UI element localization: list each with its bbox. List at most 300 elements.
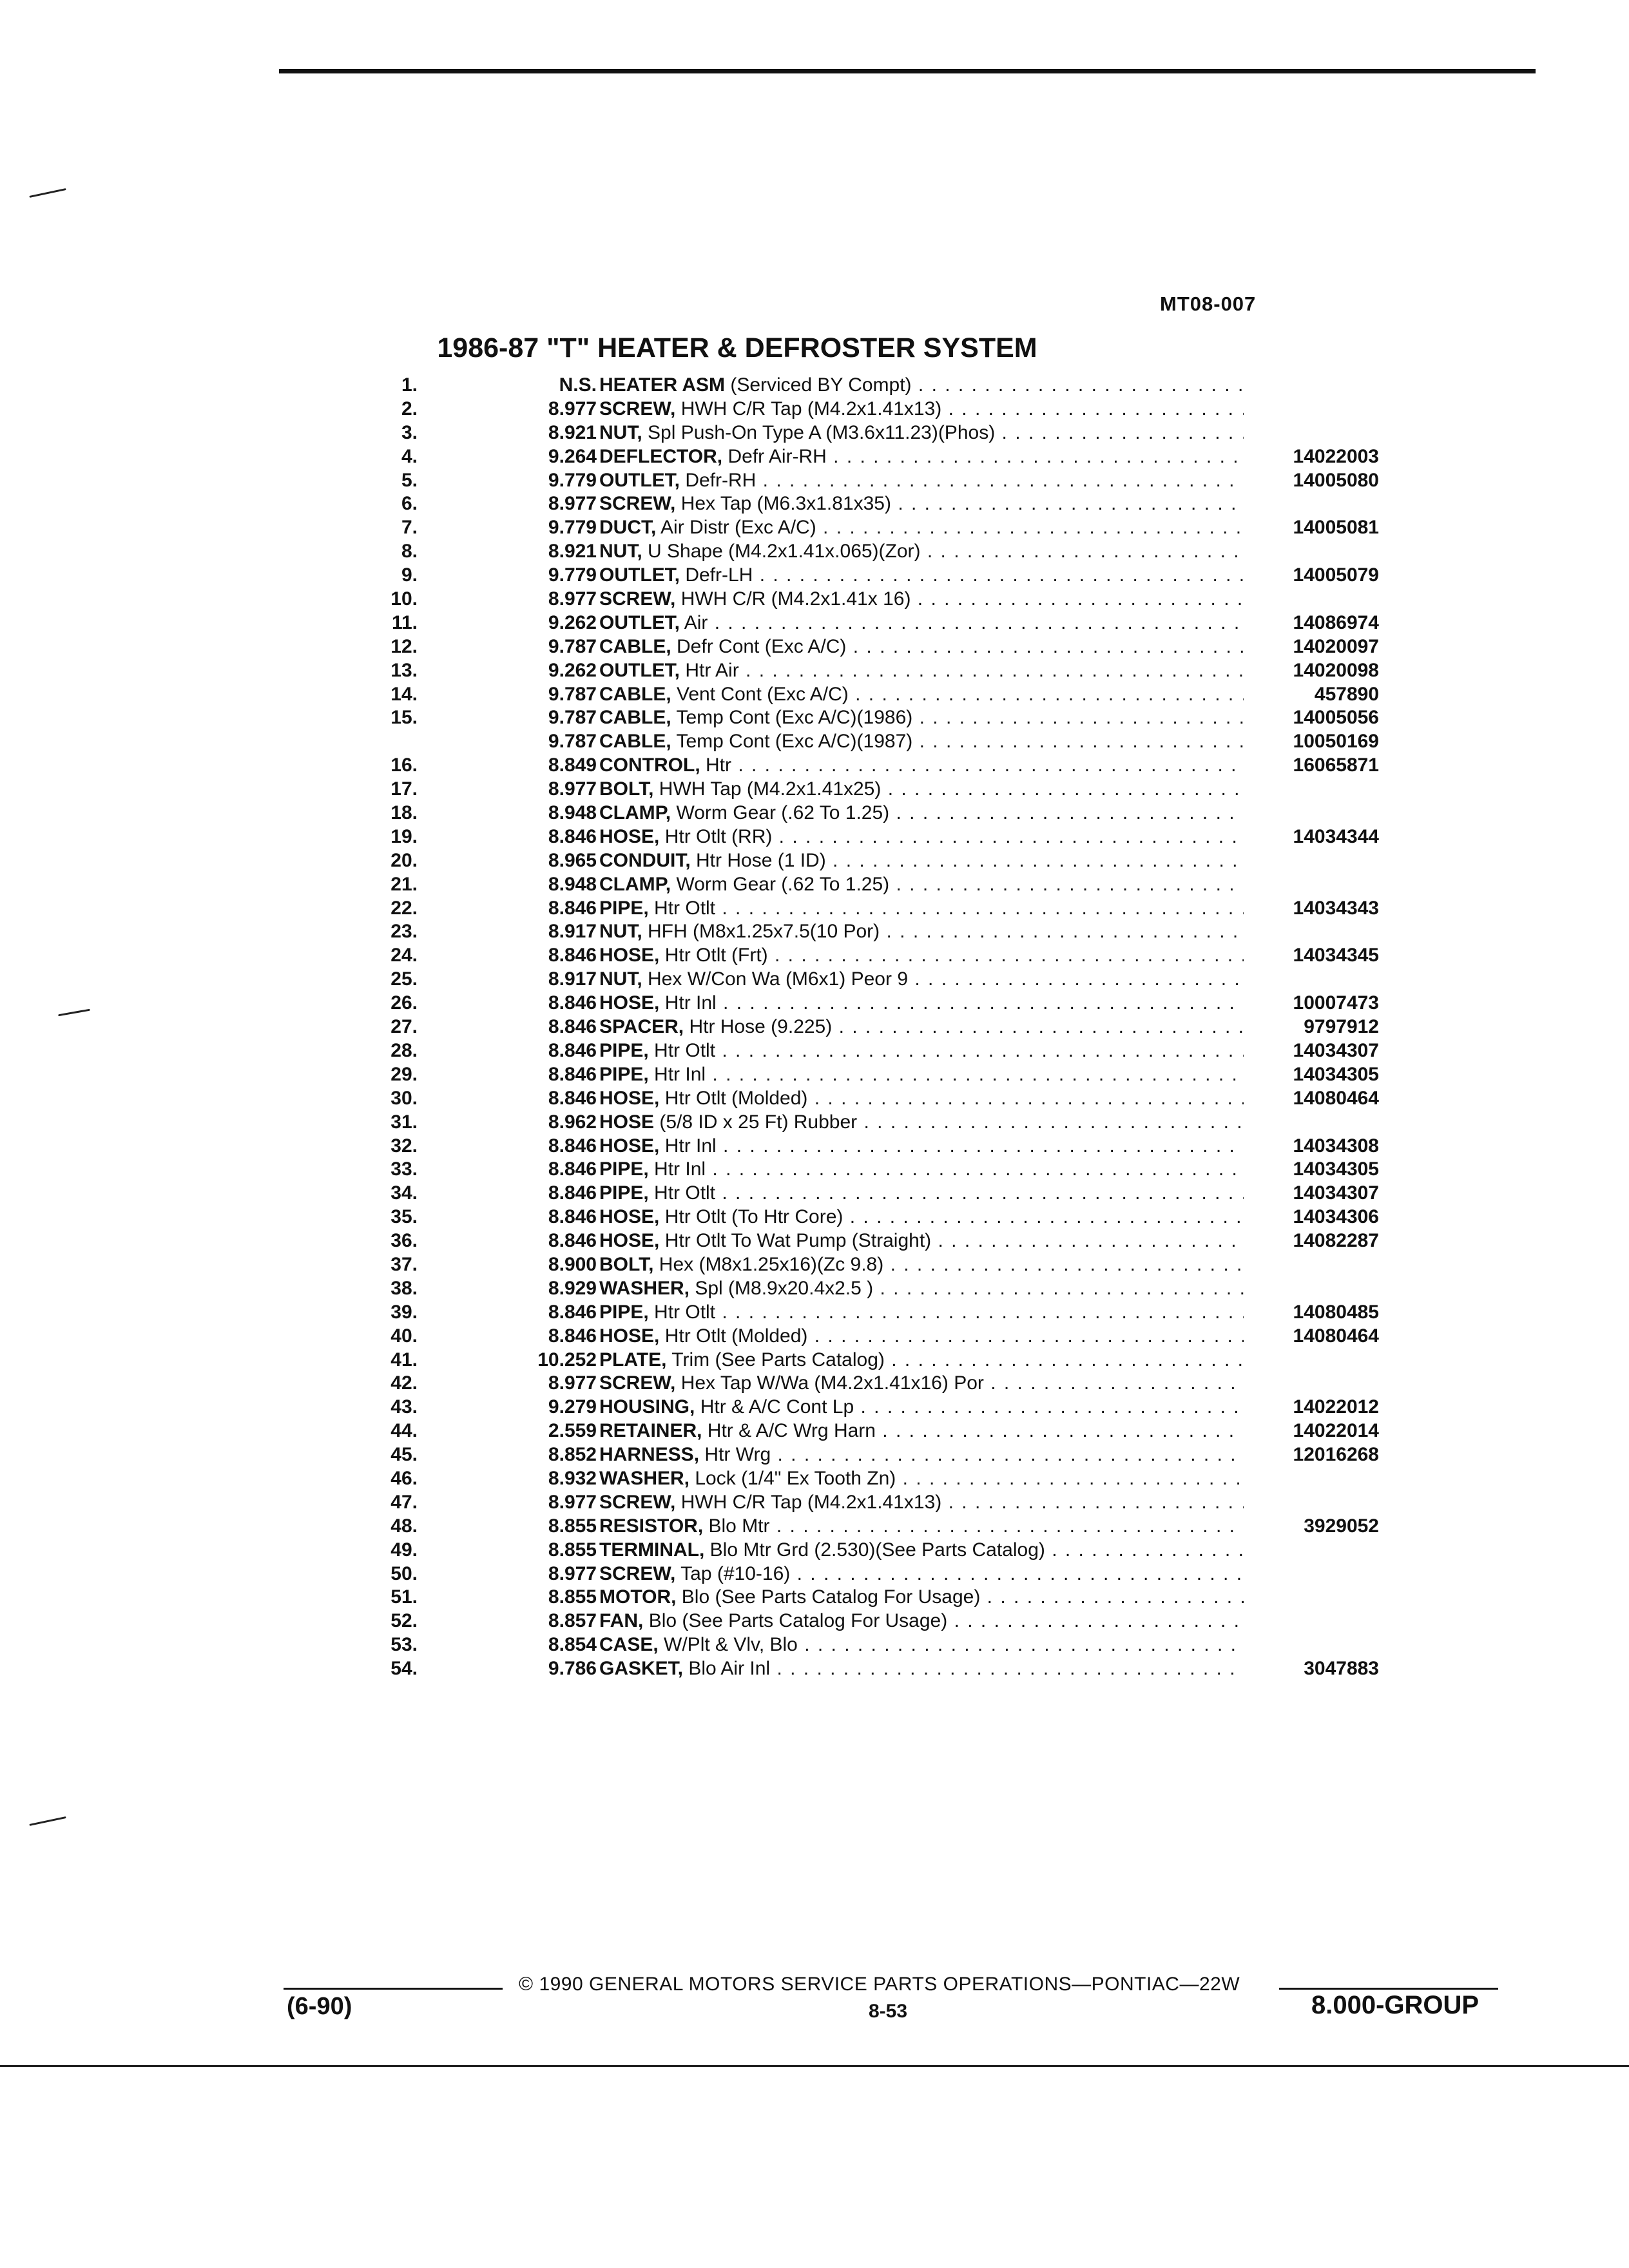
part-noun: CASE,: [599, 1634, 659, 1656]
parts-row: [361, 1277, 1392, 1301]
item-number: 49.: [390, 1539, 418, 1561]
item-number: 7.: [401, 517, 418, 539]
part-description: [599, 588, 1244, 611]
item-number: 21.: [390, 873, 418, 895]
group-number: 9.787: [548, 707, 597, 729]
item-number: 23.: [390, 921, 418, 943]
part-number: 12016268: [1293, 1444, 1379, 1466]
item-number: 9.: [401, 564, 418, 586]
parts-list: [361, 374, 1392, 1681]
parts-row: [361, 492, 1392, 516]
parts-row: [361, 398, 1392, 421]
item-number: 2.: [401, 398, 418, 419]
parts-row: [361, 445, 1392, 469]
part-detail: Blo (See Parts Catalog For Usage): [681, 1586, 981, 1608]
part-description: [599, 1015, 1244, 1039]
parts-row: [361, 1491, 1392, 1515]
part-detail: HFH (M8x1.25x7.5(10 Por): [648, 921, 880, 943]
part-detail: Htr Inl: [664, 1135, 717, 1157]
item-number: 33.: [390, 1158, 418, 1180]
parts-row: [361, 1063, 1392, 1087]
part-number: 14080485: [1293, 1301, 1379, 1323]
part-description: [599, 754, 1244, 778]
item-number: 43.: [390, 1396, 418, 1418]
item-number: 38.: [390, 1277, 418, 1299]
group-number: 8.977: [548, 778, 597, 800]
parts-row: [361, 1087, 1392, 1111]
parts-row: [361, 516, 1392, 540]
group-number: 8.855: [548, 1515, 597, 1537]
group-number: 8.846: [548, 897, 597, 919]
top-rule: [279, 69, 1536, 73]
group-number: 9.779: [548, 469, 597, 491]
part-noun: OUTLET,: [599, 611, 680, 633]
part-noun: PIPE,: [599, 897, 649, 919]
part-detail: Htr Wrg: [704, 1444, 771, 1466]
part-number: 14034305: [1293, 1063, 1379, 1085]
part-description: [599, 421, 1244, 445]
part-description: [599, 564, 1244, 588]
part-description: [599, 1562, 1244, 1586]
part-noun: CONTROL,: [599, 754, 700, 776]
group-number: 8.846: [548, 1206, 597, 1228]
part-detail: HWH C/R Tap (M4.2x1.41x13): [680, 1491, 942, 1513]
part-detail: Htr Otlt: [654, 1301, 716, 1323]
bottom-rule: [0, 2065, 1629, 2067]
part-noun: HOSE,: [599, 1206, 660, 1228]
part-description: [599, 611, 1244, 635]
part-detail: Spl (M8.9x20.4x2.5 ): [695, 1277, 874, 1299]
part-detail: Hex Tap (M6.3x1.81x35): [680, 493, 891, 515]
item-number: 24.: [390, 945, 418, 966]
parts-row: [361, 611, 1392, 635]
part-noun: SCREW,: [599, 493, 676, 515]
part-noun: HOUSING,: [599, 1396, 695, 1418]
group-number: 8.846: [548, 1039, 597, 1061]
margin-mark: [58, 1009, 90, 1017]
part-detail: Blo (See Parts Catalog For Usage): [648, 1610, 948, 1632]
parts-row: [361, 992, 1392, 1015]
item-number: 41.: [390, 1349, 418, 1370]
item-number: 50.: [390, 1562, 418, 1584]
parts-row: [361, 1253, 1392, 1277]
group-number: 8.977: [548, 493, 597, 515]
group-number: 8.846: [548, 1016, 597, 1038]
item-number: 51.: [390, 1586, 418, 1608]
item-number: 3.: [401, 421, 418, 443]
group-number: 8.932: [548, 1467, 597, 1489]
group-number: 9.787: [548, 683, 597, 705]
part-detail: Htr & A/C Wrg Harn: [707, 1420, 876, 1442]
part-noun: HOSE,: [599, 945, 660, 966]
part-description: [599, 778, 1244, 802]
part-noun: HOSE,: [599, 825, 660, 847]
part-description: [599, 920, 1244, 944]
part-noun: BOLT,: [599, 778, 654, 800]
parts-row: [361, 1158, 1392, 1182]
parts-row: [361, 849, 1392, 873]
part-noun: RETAINER,: [599, 1420, 702, 1442]
parts-row: [361, 1562, 1392, 1586]
item-number: 22.: [390, 897, 418, 919]
parts-row: [361, 1135, 1392, 1158]
part-noun: CABLE,: [599, 707, 671, 729]
part-noun: CABLE,: [599, 731, 671, 753]
part-description: [599, 374, 1244, 398]
part-number: 14022014: [1293, 1420, 1379, 1442]
parts-row: [361, 635, 1392, 659]
part-detail: Hex (M8x1.25x16)(Zc 9.8): [659, 1253, 884, 1275]
parts-row: [361, 1467, 1392, 1491]
item-number: 27.: [390, 1016, 418, 1038]
group-number: 8.900: [548, 1253, 597, 1275]
part-detail: (Serviced BY Compt): [730, 374, 912, 396]
part-number: 14086974: [1293, 611, 1379, 633]
part-noun: PIPE,: [599, 1182, 649, 1204]
parts-row: [361, 968, 1392, 992]
parts-row: [361, 469, 1392, 493]
parts-row: [361, 1301, 1392, 1325]
part-noun: PIPE,: [599, 1039, 649, 1061]
part-description: [599, 1158, 1244, 1182]
group-number: 8.846: [548, 1158, 597, 1180]
part-detail: Htr Otlt: [654, 1039, 716, 1061]
group-number: 8.846: [548, 945, 597, 966]
part-detail: Htr Hose (9.225): [689, 1016, 833, 1038]
part-noun: NUT,: [599, 968, 642, 990]
parts-row: [361, 1419, 1392, 1443]
item-number: 30.: [390, 1087, 418, 1109]
part-description: [599, 1610, 1244, 1633]
part-description: [599, 1372, 1244, 1396]
part-noun: WASHER,: [599, 1277, 690, 1299]
parts-row: [361, 1539, 1392, 1562]
part-number: 10050169: [1293, 731, 1379, 753]
part-detail: Spl Push-On Type A (M3.6x11.23)(Phos): [648, 421, 996, 443]
item-number: 13.: [390, 659, 418, 681]
page-title: [0, 332, 1629, 364]
group-number: 8.857: [548, 1610, 597, 1632]
part-noun: SPACER,: [599, 1016, 684, 1038]
part-number: 14034305: [1293, 1158, 1379, 1180]
group-number: 8.948: [548, 873, 597, 895]
item-number: 54.: [390, 1658, 418, 1680]
group-number: 10.252: [537, 1349, 597, 1370]
part-description: [599, 398, 1244, 421]
part-detail: Defr-RH: [685, 469, 757, 491]
group-number: 8.846: [548, 825, 597, 847]
part-detail: (5/8 ID x 25 Ft) Rubber: [659, 1111, 858, 1133]
parts-row: [361, 897, 1392, 921]
group-number: 8.977: [548, 1562, 597, 1584]
group-number: 8.854: [548, 1634, 597, 1656]
parts-row: [361, 754, 1392, 778]
part-detail: Blo Mtr Grd (2.530)(See Parts Catalog): [709, 1539, 1045, 1561]
parts-row: [361, 1443, 1392, 1467]
group-number: 8.917: [548, 968, 597, 990]
part-noun: FAN,: [599, 1610, 644, 1632]
part-description: [599, 849, 1244, 873]
parts-row: [361, 1015, 1392, 1039]
group-number: 8.846: [548, 1182, 597, 1204]
parts-row: [361, 825, 1392, 849]
part-number: 14080464: [1293, 1325, 1379, 1347]
part-number: 14034307: [1293, 1039, 1379, 1061]
group-number: 8.962: [548, 1111, 597, 1133]
part-detail: Htr Otlt (RR): [664, 825, 773, 847]
copyright-line: © 1990 GENERAL MOTORS SERVICE PARTS OPERATIONS—PONTIAC—22W: [519, 1974, 1240, 1995]
part-detail: Trim (See Parts Catalog): [671, 1349, 885, 1370]
item-number: 48.: [390, 1515, 418, 1537]
group-number: 8.846: [548, 1301, 597, 1323]
group-number: 8.846: [548, 992, 597, 1014]
part-noun: DEFLECTOR,: [599, 445, 723, 467]
group-number: 8.977: [548, 1372, 597, 1394]
parts-row: [361, 540, 1392, 564]
group-number: 9.279: [548, 1396, 597, 1418]
item-number: 10.: [390, 588, 418, 610]
part-detail: Air: [684, 611, 708, 633]
part-detail: Htr Otlt To Wat Pump (Straight): [664, 1230, 932, 1252]
parts-row: [361, 1206, 1392, 1229]
item-number: 40.: [390, 1325, 418, 1347]
part-detail: Blo Mtr: [708, 1515, 770, 1537]
part-detail: Lock (1/4" Ex Tooth Zn): [695, 1467, 896, 1489]
part-description: [599, 897, 1244, 921]
part-noun: HEATER ASM: [599, 374, 725, 396]
part-description: [599, 469, 1244, 493]
item-number: 5.: [401, 469, 418, 491]
part-description: [599, 873, 1244, 897]
part-detail: Htr Inl: [664, 992, 717, 1014]
part-description: [599, 1349, 1244, 1372]
part-description: [599, 492, 1244, 516]
part-description: [599, 944, 1244, 968]
group-number: 8.977: [548, 398, 597, 419]
part-number: 14020097: [1293, 635, 1379, 657]
part-number: 14082287: [1293, 1230, 1379, 1252]
part-noun: OUTLET,: [599, 659, 680, 681]
part-noun: HOSE: [599, 1111, 655, 1133]
part-number: 14005081: [1293, 517, 1379, 539]
item-number: 34.: [390, 1182, 418, 1204]
item-number: 47.: [390, 1491, 418, 1513]
part-description: [599, 683, 1244, 707]
group-number: 8.846: [548, 1230, 597, 1252]
parts-row: [361, 588, 1392, 611]
group-number: 8.852: [548, 1444, 597, 1466]
item-number: 8.: [401, 541, 418, 562]
item-number: 44.: [390, 1420, 418, 1442]
item-number: 53.: [390, 1634, 418, 1656]
group-number: 9.787: [548, 731, 597, 753]
part-number: 14005080: [1293, 469, 1379, 491]
part-number: 14034344: [1293, 825, 1379, 847]
part-number: 3929052: [1304, 1515, 1379, 1537]
parts-row: [361, 1515, 1392, 1539]
part-noun: NUT,: [599, 421, 642, 443]
part-noun: HOSE,: [599, 1230, 660, 1252]
part-description: [599, 1206, 1244, 1229]
part-number: 14034343: [1293, 897, 1379, 919]
group-number: 2.559: [548, 1420, 597, 1442]
group-number: 8.846: [548, 1063, 597, 1085]
part-description: [599, 1515, 1244, 1539]
parts-row: [361, 1039, 1392, 1063]
part-description: [599, 1253, 1244, 1277]
part-detail: Htr Air: [685, 659, 739, 681]
part-description: [599, 635, 1244, 659]
part-description: [599, 1301, 1244, 1325]
part-description: [599, 1229, 1244, 1253]
part-description: [599, 1586, 1244, 1610]
part-detail: Htr Otlt: [654, 897, 716, 919]
group-number: 8.855: [548, 1586, 597, 1608]
part-noun: MOTOR,: [599, 1586, 677, 1608]
document-code: MT08-007: [1160, 293, 1257, 315]
part-description: [599, 1443, 1244, 1467]
item-number: 31.: [390, 1111, 418, 1133]
part-description: [599, 540, 1244, 564]
part-noun: PIPE,: [599, 1158, 649, 1180]
item-number: 35.: [390, 1206, 418, 1228]
parts-row: [361, 1633, 1392, 1657]
part-noun: NUT,: [599, 921, 642, 943]
part-detail: Htr Otlt (Molded): [664, 1325, 808, 1347]
part-detail: Temp Cont (Exc A/C)(1987): [676, 731, 913, 753]
part-noun: PLATE,: [599, 1349, 667, 1370]
group-number: 8.849: [548, 754, 597, 776]
group-number: 9.787: [548, 635, 597, 657]
item-number: 6.: [401, 493, 418, 515]
part-detail: Vent Cont (Exc A/C): [677, 683, 849, 705]
part-description: [599, 445, 1244, 469]
part-description: [599, 1539, 1244, 1562]
group-label: 8.000-GROUP: [1311, 1991, 1480, 2019]
part-noun: PIPE,: [599, 1063, 649, 1085]
group-number: 8.917: [548, 921, 597, 943]
part-noun: BOLT,: [599, 1253, 654, 1275]
item-number: 45.: [390, 1444, 418, 1466]
part-number: 10007473: [1293, 992, 1379, 1014]
part-number: 14034308: [1293, 1135, 1379, 1157]
margin-mark: [29, 1816, 66, 1826]
part-detail: Htr & A/C Cont Lp: [700, 1396, 854, 1418]
part-detail: Tap (#10-16): [680, 1562, 791, 1584]
parts-row: [361, 873, 1392, 897]
part-noun: GASKET,: [599, 1658, 684, 1680]
part-description: [599, 730, 1244, 754]
part-number: 14034307: [1293, 1182, 1379, 1204]
group-number: 8.929: [548, 1277, 597, 1299]
part-detail: Htr Inl: [654, 1158, 706, 1180]
item-number: 20.: [390, 849, 418, 871]
group-number: 8.855: [548, 1539, 597, 1561]
part-description: [599, 706, 1244, 730]
part-number: 14022012: [1293, 1396, 1379, 1418]
group-number: 9.262: [548, 611, 597, 633]
part-description: [599, 1657, 1244, 1681]
group-number: N.S.: [559, 374, 597, 396]
part-number: 3047883: [1304, 1658, 1379, 1680]
part-description: [599, 802, 1244, 825]
part-number: 14005079: [1293, 564, 1379, 586]
parts-row: [361, 1586, 1392, 1610]
part-number: 14080464: [1293, 1087, 1379, 1109]
parts-row: [361, 1111, 1392, 1135]
part-detail: HWH C/R Tap (M4.2x1.41x13): [680, 398, 942, 419]
parts-row: [361, 730, 1392, 754]
part-detail: Air Distr (Exc A/C): [660, 517, 816, 539]
item-number: 18.: [390, 802, 418, 824]
part-detail: Hex W/Con Wa (M6x1) Peor 9: [648, 968, 909, 990]
group-number: 8.965: [548, 849, 597, 871]
part-number: 14022003: [1293, 445, 1379, 467]
group-number: 8.846: [548, 1135, 597, 1157]
footer-rule-left: [284, 1988, 503, 1990]
item-number: 32.: [390, 1135, 418, 1157]
part-detail: HWH C/R (M4.2x1.41x 16): [680, 588, 911, 610]
parts-row: [361, 564, 1392, 588]
part-detail: Htr: [706, 754, 731, 776]
item-number: 4.: [401, 445, 418, 467]
item-number: 14.: [390, 683, 418, 705]
group-number: 8.921: [548, 541, 597, 562]
group-number: 9.786: [548, 1658, 597, 1680]
part-description: [599, 1491, 1244, 1515]
part-detail: W/Plt & Vlv, Blo: [664, 1634, 798, 1656]
parts-row: [361, 1349, 1392, 1372]
parts-row: [361, 374, 1392, 398]
item-number: 52.: [390, 1610, 418, 1632]
part-description: [599, 659, 1244, 683]
part-noun: HOSE,: [599, 992, 660, 1014]
part-noun: DUCT,: [599, 517, 657, 539]
parts-row: [361, 920, 1392, 944]
part-detail: Blo Air Inl: [688, 1658, 771, 1680]
part-detail: Worm Gear (.62 To 1.25): [676, 873, 890, 895]
part-number: 9797912: [1304, 1016, 1379, 1038]
footer-rule-right: [1279, 1988, 1498, 1990]
part-detail: Temp Cont (Exc A/C)(1986): [676, 707, 913, 729]
part-noun: HOSE,: [599, 1325, 660, 1347]
item-number: 36.: [390, 1230, 418, 1252]
part-detail: Htr Otlt (Molded): [664, 1087, 808, 1109]
part-number: 14034345: [1293, 945, 1379, 966]
part-detail: Defr Cont (Exc A/C): [677, 635, 847, 657]
parts-row: [361, 706, 1392, 730]
item-number: 11.: [391, 611, 418, 633]
part-detail: Htr Otlt (To Htr Core): [664, 1206, 843, 1228]
part-detail: Htr Otlt: [654, 1182, 716, 1204]
parts-row: [361, 1396, 1392, 1419]
part-noun: HOSE,: [599, 1087, 660, 1109]
part-description: [599, 1039, 1244, 1063]
margin-mark: [29, 188, 66, 198]
parts-row: [361, 421, 1392, 445]
part-noun: SCREW,: [599, 398, 676, 419]
revision-date: (6-90): [287, 1993, 352, 2020]
parts-row: [361, 778, 1392, 802]
item-number: 28.: [390, 1039, 418, 1061]
part-description: [599, 516, 1244, 540]
part-description: [599, 1063, 1244, 1087]
item-number: 46.: [390, 1467, 418, 1489]
part-detail: Htr Otlt (Frt): [664, 945, 768, 966]
part-noun: CLAMP,: [599, 873, 671, 895]
part-noun: CLAMP,: [599, 802, 671, 824]
group-number: 8.977: [548, 1491, 597, 1513]
